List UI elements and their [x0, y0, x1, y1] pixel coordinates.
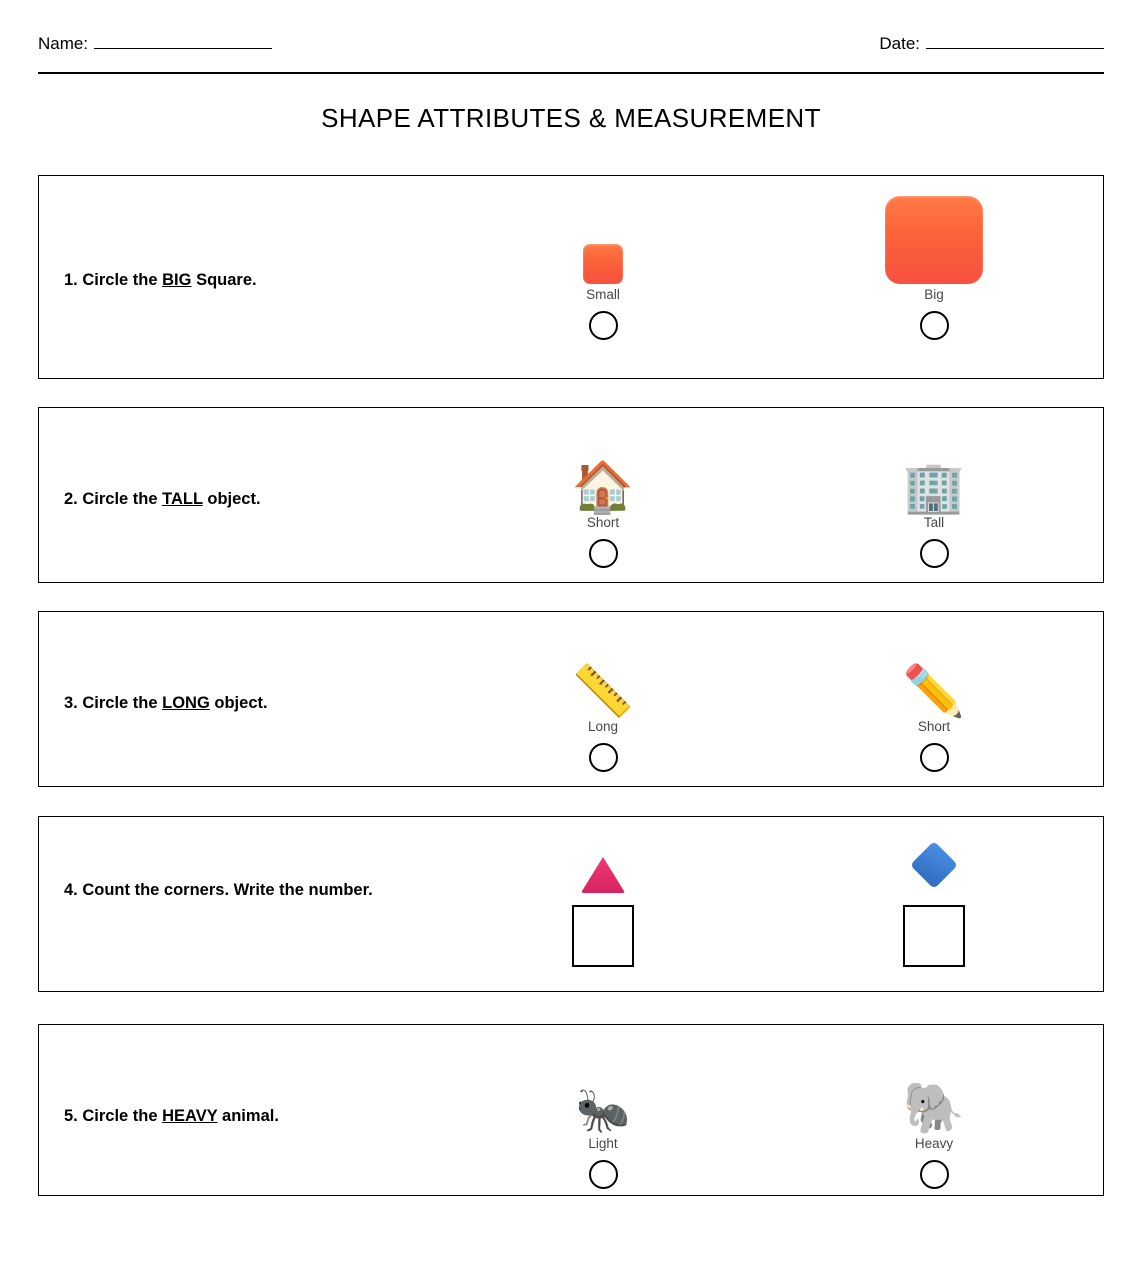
question-number-1: 1. [64, 271, 78, 289]
worksheet-header [38, 34, 1104, 78]
pencil-icon: ✏️ [902, 662, 966, 720]
option-5-right [859, 1047, 1009, 1189]
option-4-left-visual [528, 839, 678, 895]
ant-icon: 🐜 [575, 1085, 631, 1136]
answer-bubble-2-left[interactable] [589, 539, 618, 568]
date-label: Date: [879, 34, 920, 53]
question-text-after-1: Square. [191, 271, 257, 289]
question-text-after-5: animal. [217, 1107, 279, 1125]
answer-bubble-1-right[interactable] [920, 311, 949, 340]
date-field-group [879, 34, 1104, 54]
option-4-right [859, 839, 1009, 967]
question-number-2: 2. [64, 490, 78, 508]
option-3-right [859, 630, 1009, 772]
option-1-left-label: Small [586, 287, 620, 302]
option-3-left [528, 630, 678, 772]
option-5-left-label: Light [588, 1136, 618, 1151]
option-5-left-visual [528, 1047, 678, 1136]
question-number-5: 5. [64, 1107, 78, 1125]
question-text-before-1: Circle the [82, 271, 163, 289]
option-1-left-visual [528, 198, 678, 284]
header-divider [38, 72, 1104, 74]
answer-bubble-2-right[interactable] [920, 539, 949, 568]
option-3-left-visual [528, 630, 678, 720]
office-building-icon: 🏢 [902, 458, 966, 516]
name-field-group [38, 34, 272, 54]
small-square-icon [583, 244, 623, 284]
triangle-icon [579, 853, 627, 895]
option-1-right-label: Big [924, 287, 944, 302]
option-2-left [528, 426, 678, 568]
question-prompt-5 [64, 1105, 484, 1129]
question-card-5 [38, 1024, 1104, 1196]
name-write-line[interactable] [94, 34, 272, 49]
question-emphasis-3: LONG [162, 694, 210, 712]
question-prompt-4 [64, 879, 484, 903]
answer-box-4-left[interactable] [572, 905, 634, 967]
option-3-left-label: Long [587, 719, 619, 734]
option-1-right [859, 198, 1009, 340]
answer-bubble-3-right[interactable] [920, 743, 949, 772]
house-icon: 🏠 [571, 458, 635, 516]
option-3-right-label: Short [917, 719, 951, 734]
answer-bubble-5-right[interactable] [920, 1160, 949, 1189]
option-5-right-visual [859, 1047, 1009, 1137]
option-3-right-visual [859, 630, 1009, 720]
question-text-before-3: Circle the [82, 694, 163, 712]
answer-bubble-5-left[interactable] [589, 1160, 618, 1189]
option-1-right-visual [859, 198, 1009, 284]
option-4-left [528, 839, 678, 967]
question-text-after-3: object. [209, 694, 268, 712]
answer-bubble-3-left[interactable] [589, 743, 618, 772]
question-text-before-5: Circle the [82, 1107, 163, 1125]
big-square-icon [885, 196, 983, 284]
diamond-icon [902, 835, 966, 895]
name-label: Name: [38, 34, 89, 53]
question-number-4: 4. [64, 881, 78, 899]
question-number-3: 3. [64, 694, 78, 712]
option-5-right-label: Heavy [914, 1136, 954, 1151]
question-emphasis-5: HEAVY [162, 1107, 218, 1125]
option-2-right [859, 426, 1009, 568]
date-write-line[interactable] [926, 34, 1104, 49]
question-prompt-1 [64, 269, 484, 293]
question-text-before-2: Circle the [82, 490, 163, 508]
answer-bubble-1-left[interactable] [589, 311, 618, 340]
option-1-left [528, 198, 678, 340]
question-card-4 [38, 816, 1104, 992]
option-5-left [528, 1047, 678, 1189]
option-4-right-visual [859, 839, 1009, 895]
question-text-before-4: Count the corners. Write the number. [82, 881, 373, 899]
question-card-2 [38, 407, 1104, 583]
question-card-3 [38, 611, 1104, 787]
ruler-icon: 📏 [571, 662, 635, 720]
question-prompt-3 [64, 692, 484, 716]
option-2-left-visual [528, 426, 678, 516]
option-2-left-label: Short [586, 515, 620, 530]
question-emphasis-2: TALL [162, 490, 203, 508]
question-text-after-2: object. [202, 490, 261, 508]
answer-box-4-right[interactable] [903, 905, 965, 967]
question-prompt-2 [64, 488, 484, 512]
question-emphasis-1: BIG [162, 271, 192, 289]
elephant-icon: 🐘 [902, 1079, 966, 1137]
option-2-right-label: Tall [923, 515, 945, 530]
option-2-right-visual [859, 426, 1009, 516]
question-card-1 [38, 175, 1104, 379]
page-title: SHAPE ATTRIBUTES & MEASUREMENT [321, 103, 821, 133]
